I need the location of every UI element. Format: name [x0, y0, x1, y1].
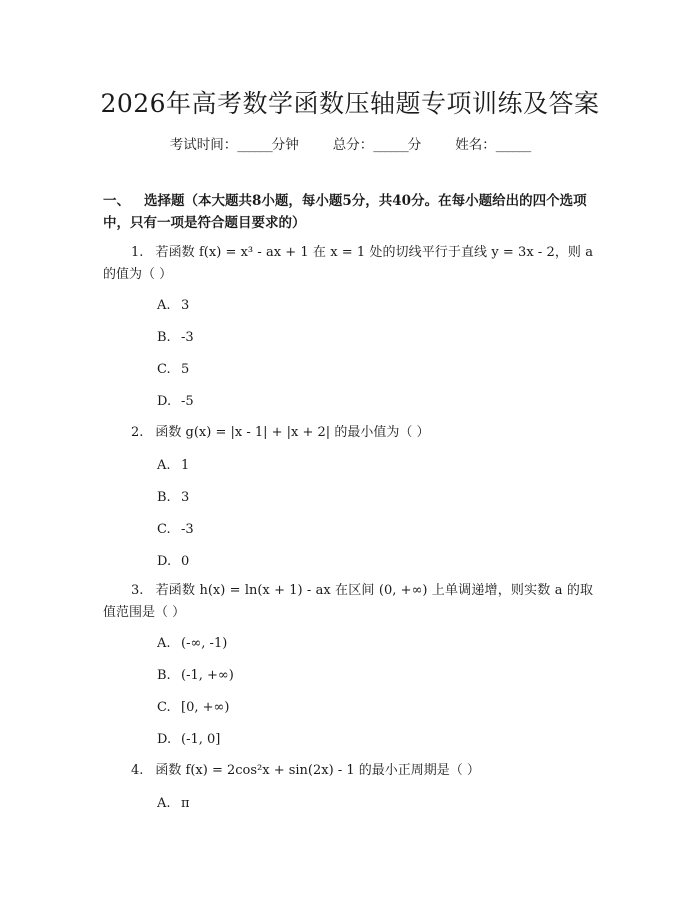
- option-letter: C.: [157, 362, 171, 377]
- option-letter: C.: [157, 522, 171, 537]
- option-letter: D.: [157, 732, 172, 747]
- option-text: 1: [181, 458, 190, 473]
- option-letter: A.: [157, 636, 171, 651]
- option-text: -5: [181, 394, 194, 409]
- option-text: π: [181, 796, 190, 811]
- question-number: 4.: [131, 763, 144, 778]
- total-score-label: 总分：: [332, 137, 374, 153]
- answer-option: [157, 698, 229, 718]
- answer-option: [157, 730, 220, 750]
- option-text: (-1, 0]: [181, 732, 221, 747]
- option-letter: B.: [157, 330, 171, 345]
- question-stem: [103, 580, 593, 624]
- student-name-blank: ______: [495, 137, 531, 153]
- answer-option: [157, 456, 189, 476]
- option-text: -3: [181, 522, 194, 537]
- exam-time-unit: 分钟: [271, 137, 299, 153]
- question-stem: [103, 242, 593, 286]
- answer-option: [157, 392, 194, 412]
- question-stem: [103, 760, 593, 782]
- option-letter: D.: [157, 394, 172, 409]
- total-score-unit: 分: [407, 137, 422, 153]
- answer-option: [157, 634, 227, 654]
- answer-option: [157, 794, 190, 814]
- total-score-blank: ______: [373, 137, 408, 153]
- option-letter: D.: [157, 554, 172, 569]
- option-text: [0, +∞): [181, 700, 230, 715]
- option-text: 0: [181, 554, 190, 569]
- option-letter: B.: [157, 490, 171, 505]
- question-number: 2.: [131, 425, 144, 440]
- answer-option: [157, 360, 189, 380]
- section-number: 一、: [103, 193, 130, 209]
- answer-option: [157, 328, 194, 348]
- answer-option: [157, 296, 189, 316]
- option-text: 5: [181, 362, 190, 377]
- answer-option: [157, 520, 194, 540]
- option-text: (-1, +∞): [181, 668, 234, 683]
- answer-option: [157, 666, 234, 686]
- exam-time-blank: ______: [237, 137, 272, 153]
- question-stem: [103, 422, 593, 444]
- option-letter: A.: [157, 298, 171, 313]
- student-name-label: 姓名：: [455, 137, 496, 153]
- question-number: 3.: [131, 583, 144, 598]
- option-text: -3: [181, 330, 194, 345]
- option-text: 3: [181, 298, 190, 313]
- section-description: 选择题（本大题共8小题，每小题5分，共40分。在每小题给出的四个选项中，只有一项是符合题目要求的）: [103, 193, 587, 231]
- option-letter: A.: [157, 796, 171, 811]
- option-letter: C.: [157, 700, 171, 715]
- question-text: 函数 g(x) = |x - 1| + |x + 2| 的最小值为（ ）: [155, 425, 430, 440]
- question-number: 1.: [131, 245, 144, 260]
- option-text: (-∞, -1): [181, 636, 228, 651]
- question-text: 若函数 f(x) = x³ - ax + 1 在 x = 1 处的切线平行于直线 y = 3x - 2，则 a 的值为（ ）: [103, 245, 593, 282]
- option-text: 3: [181, 490, 190, 505]
- page-title: 2026年高考数学函数压轴题专项训练及答案: [100, 89, 600, 118]
- question-text: 若函数 h(x) = ln(x + 1) - ax 在区间 (0, +∞) 上单调递增，则实数 a 的取值范围是（ ）: [103, 583, 593, 620]
- exam-time-label: 考试时间：: [169, 137, 238, 153]
- question-text: 函数 f(x) = 2cos²x + sin(2x) - 1 的最小正周期是（ ）: [155, 763, 480, 778]
- option-letter: B.: [157, 668, 171, 683]
- answer-option: [157, 552, 189, 572]
- option-letter: A.: [157, 458, 171, 473]
- answer-option: [157, 488, 189, 508]
